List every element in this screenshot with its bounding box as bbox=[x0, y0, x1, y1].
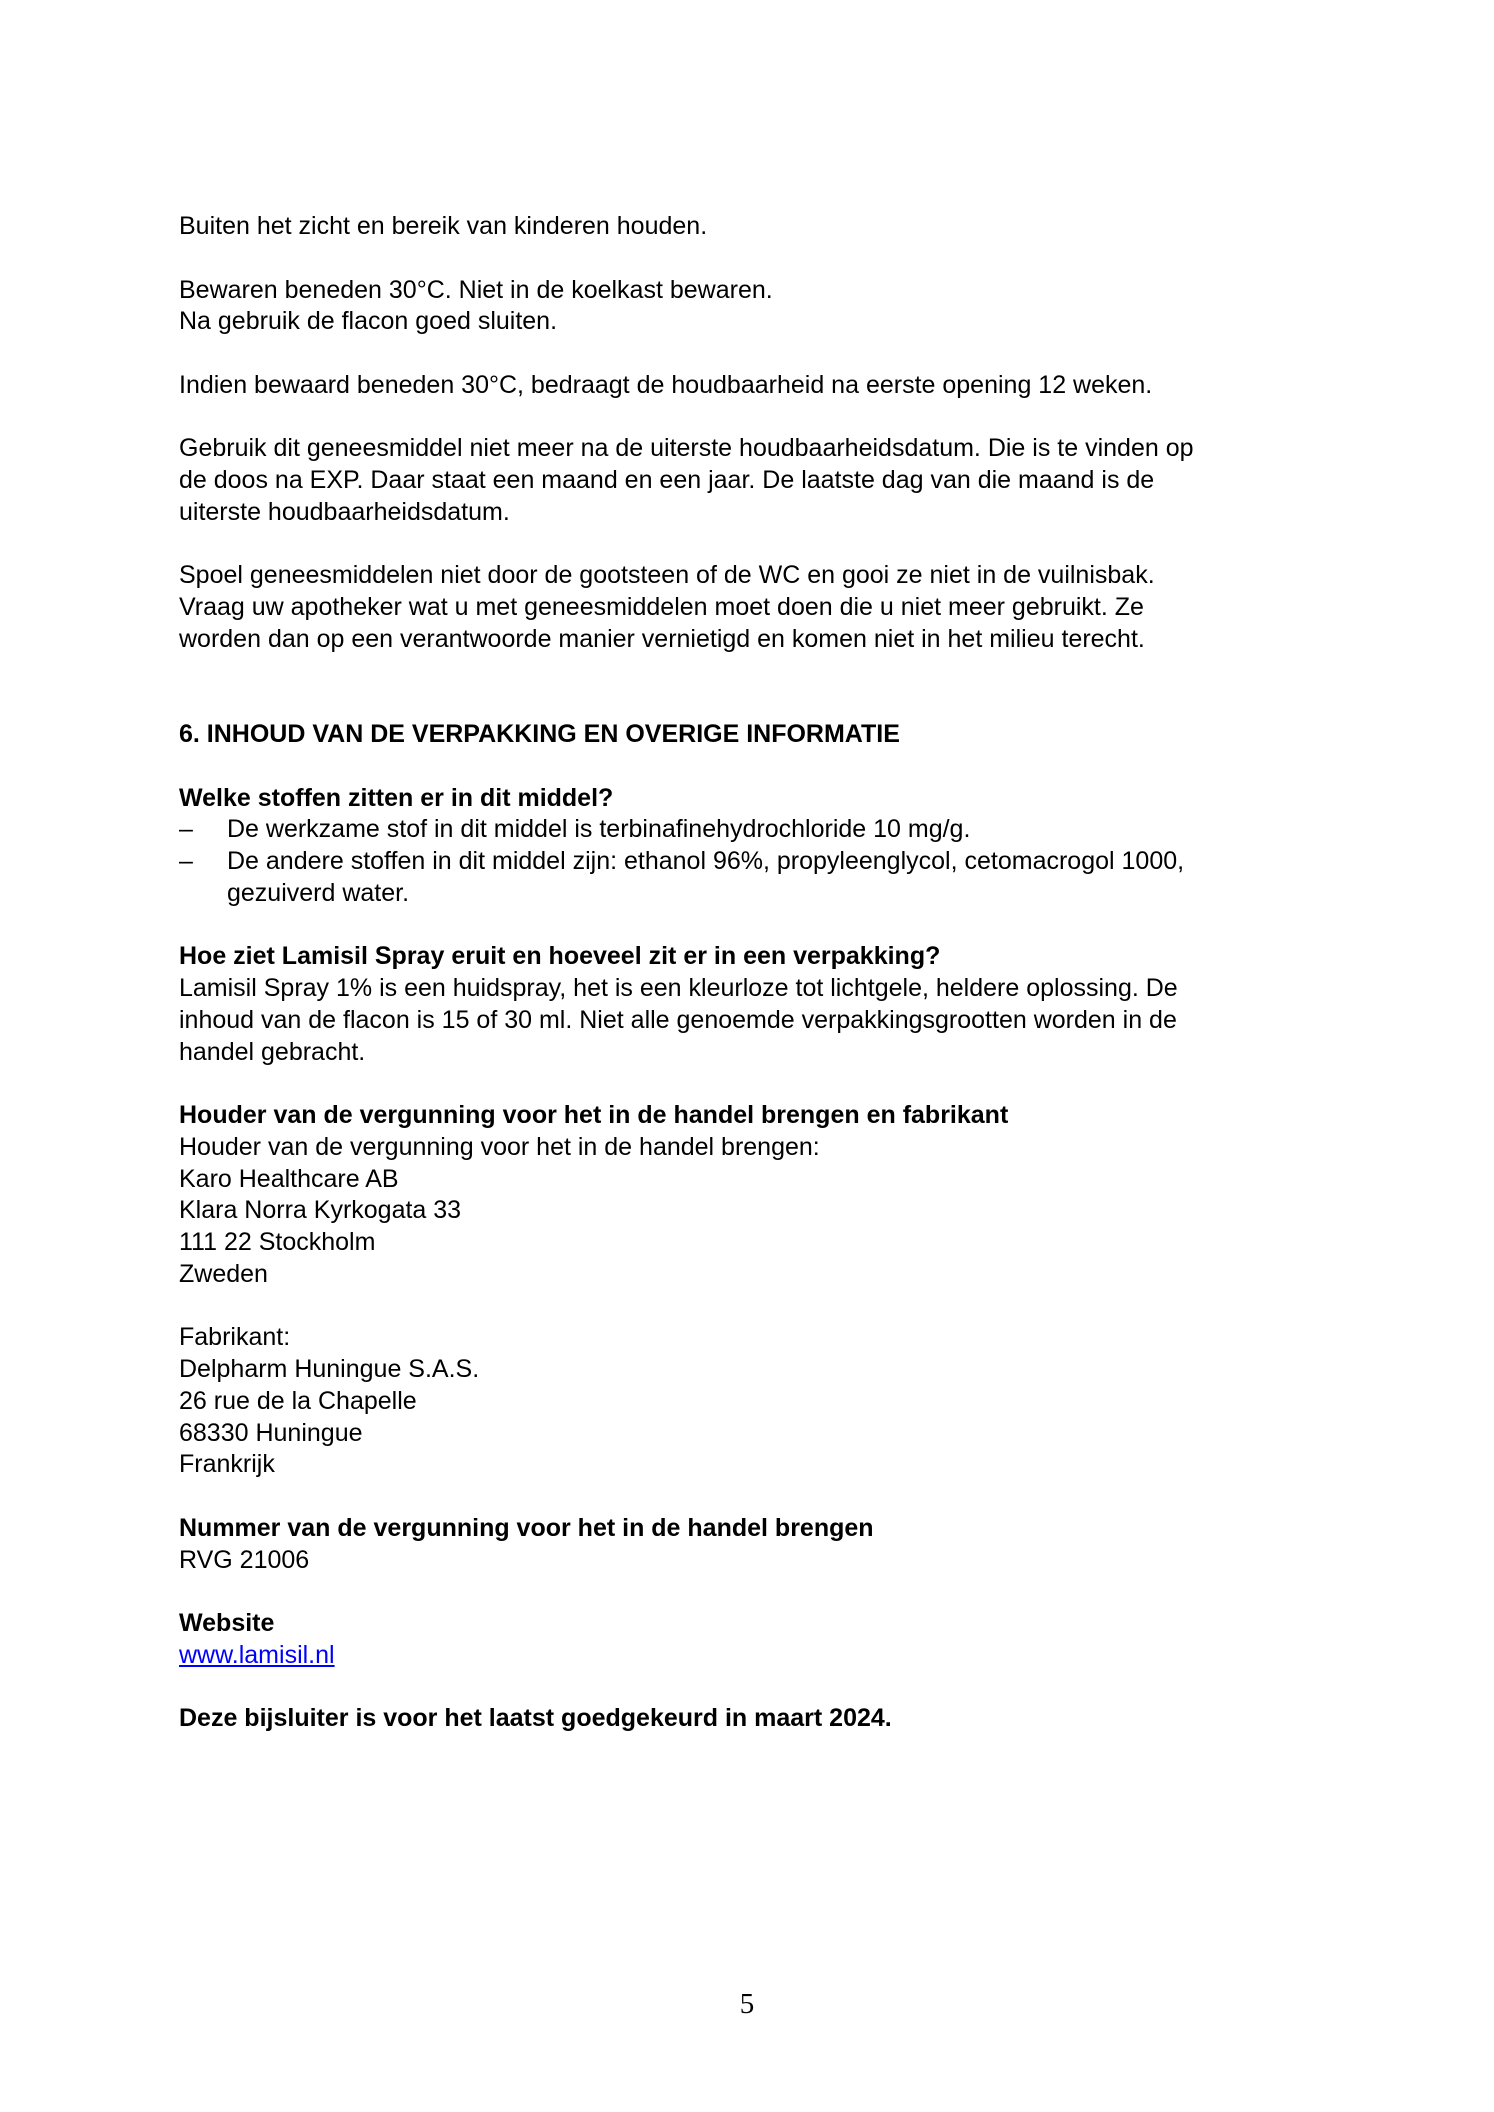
text-line: Buiten het zicht en bereik van kinderen houden. bbox=[179, 212, 708, 240]
disposal-instructions-paragraph bbox=[179, 560, 1379, 655]
page-number: 5 bbox=[739, 1988, 755, 2020]
list-item bbox=[179, 814, 1379, 846]
text-line: Indien bewaard beneden 30°C, bedraagt de houdbaarheid na eerste opening 12 weken. bbox=[179, 370, 1153, 399]
text-line: Fabrikant: bbox=[179, 1323, 291, 1352]
text-line: Spoel geneesmiddelen niet door de gootsteen of de WC en gooi ze niet in de vuilnisbak. bbox=[179, 561, 1155, 590]
appearance-paragraph bbox=[179, 973, 1379, 1068]
list-item-text bbox=[227, 846, 1379, 910]
paragraph-gap bbox=[179, 1481, 1379, 1513]
heading-line: 6. INHOUD VAN DE VERPAKKING EN OVERIGE INFORMATIE bbox=[179, 720, 900, 748]
text-line: Delpharm Huningue S.A.S. bbox=[179, 1355, 480, 1383]
text-line: De andere stoffen in dit middel zijn: ethanol 96%, propyleenglycol, cetomacrogol 1000, bbox=[227, 847, 1185, 875]
approval-date-statement bbox=[179, 1703, 1379, 1735]
heading-line: Houder van de vergunning voor het in de handel brengen en fabrikant bbox=[179, 1101, 1009, 1129]
list-item-text bbox=[227, 814, 1379, 846]
ingredients-heading bbox=[179, 783, 1379, 815]
text-line: Karo Healthcare AB bbox=[179, 1164, 399, 1193]
text-line: Klara Norra Kyrkogata 33 bbox=[179, 1196, 462, 1225]
text-line: gezuiverd water. bbox=[227, 878, 410, 907]
text-line: Lamisil Spray 1% is een huidspray, het is een kleurloze tot lichtgele, heldere oplossing. De bbox=[179, 974, 1178, 1002]
storage-conditions-paragraph bbox=[179, 275, 1379, 339]
text-line: de doos na EXP. Daar staat een maand en een jaar. De laatste dag van die maand is de bbox=[179, 466, 1155, 494]
mah-address bbox=[179, 1132, 1379, 1291]
text-line: uiterste houdbaarheidsdatum. bbox=[179, 497, 510, 526]
section-6-heading bbox=[179, 719, 1379, 751]
text-line: handel gebracht. bbox=[179, 1037, 366, 1066]
keep-out-of-reach-paragraph bbox=[179, 211, 1379, 243]
heading-line: Deze bijsluiter is voor het laatst goedgekeurd in maart 2024. bbox=[179, 1704, 892, 1733]
paragraph-gap bbox=[179, 243, 1379, 275]
lamisil-website-link[interactable]: www.lamisil.nl bbox=[179, 1640, 335, 1669]
website-heading bbox=[179, 1608, 1379, 1640]
mah-and-manufacturer-heading bbox=[179, 1100, 1379, 1132]
text-line: Gebruik dit geneesmiddel niet meer na de uiterste houdbaarheidsdatum. Die is te vinden op bbox=[179, 434, 1194, 463]
ingredients-list bbox=[179, 814, 1379, 909]
paragraph-gap bbox=[179, 529, 1379, 561]
dash-bullet: – bbox=[179, 847, 193, 875]
paragraph-gap bbox=[179, 338, 1379, 370]
heading-line: Hoe ziet Lamisil Spray eruit en hoeveel zit er in een verpakking? bbox=[179, 942, 941, 971]
lamisil-website-link bbox=[179, 1640, 1379, 1672]
text-line: inhoud van de flacon is 15 of 30 ml. Niet alle genoemde verpakkingsgrootten worden in de bbox=[179, 1005, 1177, 1034]
heading-line: Nummer van de vergunning voor het in de handel brengen bbox=[179, 1513, 874, 1542]
expiry-date-paragraph bbox=[179, 433, 1379, 528]
text-line: 26 rue de la Chapelle bbox=[179, 1386, 417, 1415]
dash-bullet: – bbox=[179, 815, 193, 844]
paragraph-gap bbox=[179, 1291, 1379, 1323]
text-line: Bewaren beneden 30°C. Niet in de koelkast bewaren. bbox=[179, 275, 773, 304]
text-line: Na gebruik de flacon goed sluiten. bbox=[179, 307, 558, 336]
paragraph-gap bbox=[179, 1576, 1379, 1608]
text-line: RVG 21006 bbox=[179, 1545, 310, 1574]
heading-line: Website bbox=[179, 1609, 275, 1637]
paragraph-gap bbox=[179, 1068, 1379, 1100]
shelf-life-after-opening-paragraph bbox=[179, 370, 1379, 402]
text-line: Houder van de vergunning voor het in de handel brengen: bbox=[179, 1132, 820, 1161]
paragraph-gap bbox=[179, 910, 1379, 942]
text-line: worden dan op een verantwoorde manier vernietigd en komen niet in het milieu terecht. bbox=[179, 624, 1145, 653]
text-line: De werkzame stof in dit middel is terbinafinehydrochloride 10 mg/g. bbox=[227, 815, 971, 844]
text-line: Vraag uw apotheker wat u met geneesmiddelen moet doen die u niet meer gebruikt. Ze bbox=[179, 593, 1144, 621]
list-item bbox=[179, 846, 1379, 910]
heading-line: Welke stoffen zitten er in dit middel? bbox=[179, 783, 614, 812]
manufacturer-address bbox=[179, 1322, 1379, 1481]
paragraph-gap bbox=[179, 656, 1379, 720]
paragraph-gap bbox=[179, 1672, 1379, 1704]
text-line: 68330 Huningue bbox=[179, 1418, 363, 1447]
appearance-heading bbox=[179, 941, 1379, 973]
authorisation-number bbox=[179, 1545, 1379, 1577]
paragraph-gap bbox=[179, 751, 1379, 783]
text-line: Frankrijk bbox=[179, 1450, 275, 1479]
paragraph-gap bbox=[179, 402, 1379, 434]
leaflet-content bbox=[179, 211, 1379, 1735]
text-line: Zweden bbox=[179, 1259, 268, 1288]
authorisation-number-heading bbox=[179, 1513, 1379, 1545]
text-line: 111 22 Stockholm bbox=[179, 1228, 376, 1256]
